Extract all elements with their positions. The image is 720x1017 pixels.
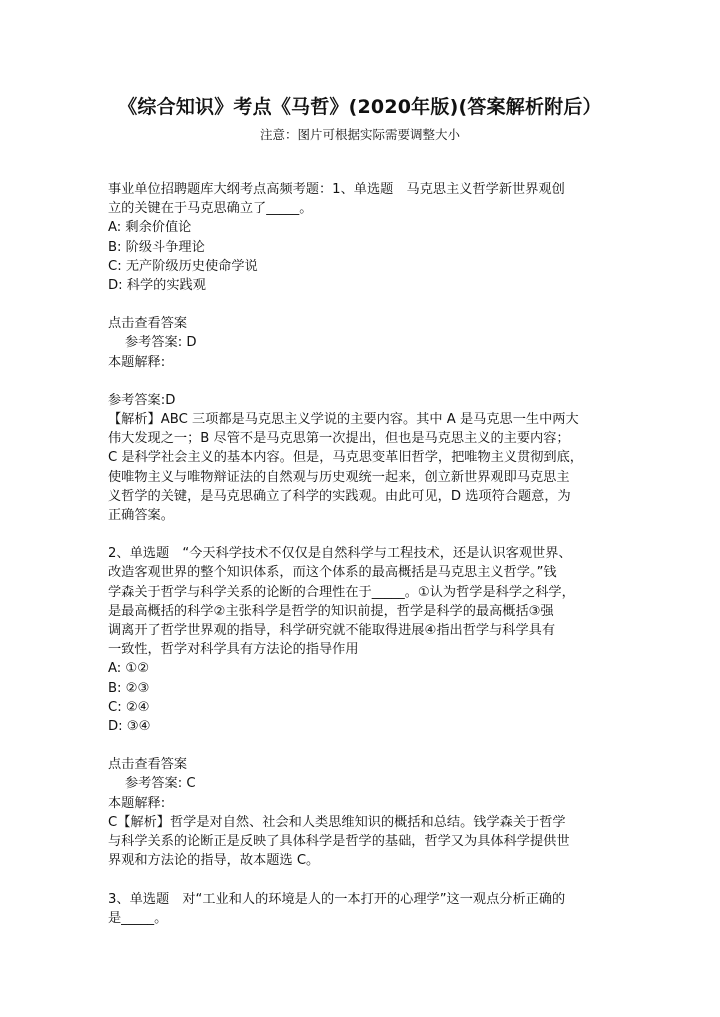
explanation-line: C【解析】哲学是对自然、社会和人类思维知识的概括和总结。钱学森关于哲学	[108, 814, 566, 830]
explanation-line: 界观和方法论的指导，故本题选 C。	[108, 853, 320, 869]
explanation-label: 本题解释:	[108, 354, 166, 370]
question-2	[108, 544, 614, 870]
question-stem-line: 改造客观世界的整个知识体系，而这个体系的最高概括是马克思主义哲学。”钱	[108, 565, 557, 581]
explanation-line: 义哲学的关键，是马克思确立了科学的实践观。由此可见，D 选项符合题意，为	[108, 488, 571, 504]
question-1	[108, 180, 614, 525]
question-stem-line: 事业单位招聘题库大纲考点高频考题：1、单选题 马克思主义哲学新世界观创	[108, 182, 565, 197]
question-stem-line: 是最高概括的科学②主张科学是哲学的知识前提，哲学是科学的最高概括③强	[108, 603, 554, 619]
question-stem-line: 立的关键在于马克思确立了_____。	[108, 201, 313, 217]
reference-answer: 参考答案: D	[125, 335, 197, 351]
option-b: B: ②③	[108, 680, 150, 696]
view-answer-link[interactable]: 点击查看答案	[108, 757, 188, 773]
option-a: A: 剩余价值论	[108, 220, 192, 236]
explanation-line: 使唯物主义与唯物辩证法的自然观与历史观统一起来，创立新世界观即马克思主	[108, 469, 570, 485]
option-d: D: 科学的实践观	[108, 278, 206, 294]
option-d: D: ③④	[108, 719, 151, 735]
option-a: A: ①②	[108, 661, 150, 677]
explanation-line: 【解析】ABC 三项都是马克思主义学说的主要内容。其中 A 是马克思一生中两大	[108, 412, 579, 428]
option-c: C: 无产阶级历史使命学说	[108, 258, 258, 274]
question-stem-line: 3、单选题 对“工业和人的环境是人的一本打开的心理学”这一观点分析正确的	[108, 891, 566, 907]
question-3	[108, 890, 614, 928]
question-stem-line: 2、单选题 “今天科学技术不仅仅是自然科学与工程技术，还是认识客观世界、	[108, 546, 572, 562]
explanation-line: 与科学关系的论断正是反映了具体科学是哲学的基础，哲学又为具体科学提供世	[108, 834, 570, 850]
explanation-line: 伟大发现之一；B 尽管不是马克思第一次提出，但也是马克思主义的主要内容；	[108, 431, 570, 447]
reference-answer-repeat: 参考答案:D	[108, 392, 176, 408]
content-body	[108, 180, 614, 928]
explanation-line: C 是科学社会主义的基本内容。但是，马克思变革旧哲学，把唯物主义贯彻到底，	[108, 450, 583, 466]
option-b: B: 阶级斗争理论	[108, 239, 205, 255]
page-title: 《综合知识》考点《马哲》(2020年版)(答案解析附后）	[118, 96, 602, 118]
question-stem-line: 是_____。	[108, 910, 168, 926]
question-stem-line: 一致性，哲学对科学具有方法论的指导作用	[108, 642, 359, 658]
question-stem-line: 学森关于哲学与科学关系的论断的合理性在于_____。①认为哲学是科学之科学，	[108, 584, 575, 600]
explanation-line: 正确答案。	[108, 508, 174, 524]
reference-answer: 参考答案: C	[125, 776, 196, 792]
page-note: 注意：图片可根据实际需要调整大小	[259, 127, 460, 142]
explanation-label: 本题解释:	[108, 795, 166, 811]
view-answer-link[interactable]: 点击查看答案	[108, 316, 188, 332]
option-c: C: ②④	[108, 699, 150, 715]
question-stem-line: 调离开了哲学世界观的指导，科学研究就不能取得进展④指出哲学与科学具有	[108, 623, 556, 639]
